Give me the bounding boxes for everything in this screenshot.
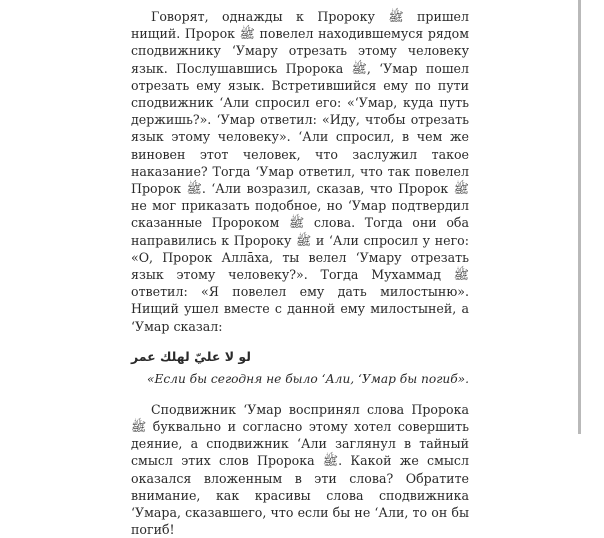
arabic-quote: لو لا عليّ لهلك عمر [131, 348, 251, 364]
paragraph-story: Говорят, однажды к Пророку ﷺ пришел нищий. Пророк ﷺ повелел находившемуся рядом сподвижнику ‘Умару отрезать этому человеку язык. Послушавшись Пророка ﷺ, ‘Умар пошел отрезать ему язык. Встретившийся ему по пути сподвижник ‘Али спросил его: «‘Умар, куда путь держишь?». ‘Умар ответил: «Иду, чтобы отрезать язык этому человеку». ‘Али спросил, в чем же виновен этот человек, что заслужил такое наказание? Тогда ‘Умар ответил, что так повелел Пророк ﷺ. ‘Али возразил, сказав, что Пророк ﷺ не мог приказать подобное, но ‘Умар подтвердил сказанные Пророком ﷺ слова. Тогда они оба направились к Пророку ﷺ и ‘Али спросил у него: «О, Пророк Аллāха, ты велел ‘Умару отрезать язык этому человеку?». Тогда Мухаммад ﷺ ответил: «Я повелел ему дать милостыню». Нищий ушел вместе с данной ему милостыней, а ‘Умар сказал: [131, 9, 470, 334]
quote-translation: «Если бы сегодня не было ‘Али, ‘Умар бы погиб». [147, 371, 469, 386]
paragraph-commentary: Сподвижник ‘Умар воспринял слова Пророка ﷺ буквально и согласно этому хотел совершить деяние, а сподвижник ‘Али заглянул в тайный смысл этих слов Пророка ﷺ. Какой же смысл оказался вложенным в эти слова? Обратите внимание, как красивы слова сподвижника ‘Умара, сказавшего, что если бы не ‘Али, то он бы погиб! [131, 401, 469, 538]
text-column [131, 8, 469, 538]
page-edge-rule [578, 0, 581, 434]
